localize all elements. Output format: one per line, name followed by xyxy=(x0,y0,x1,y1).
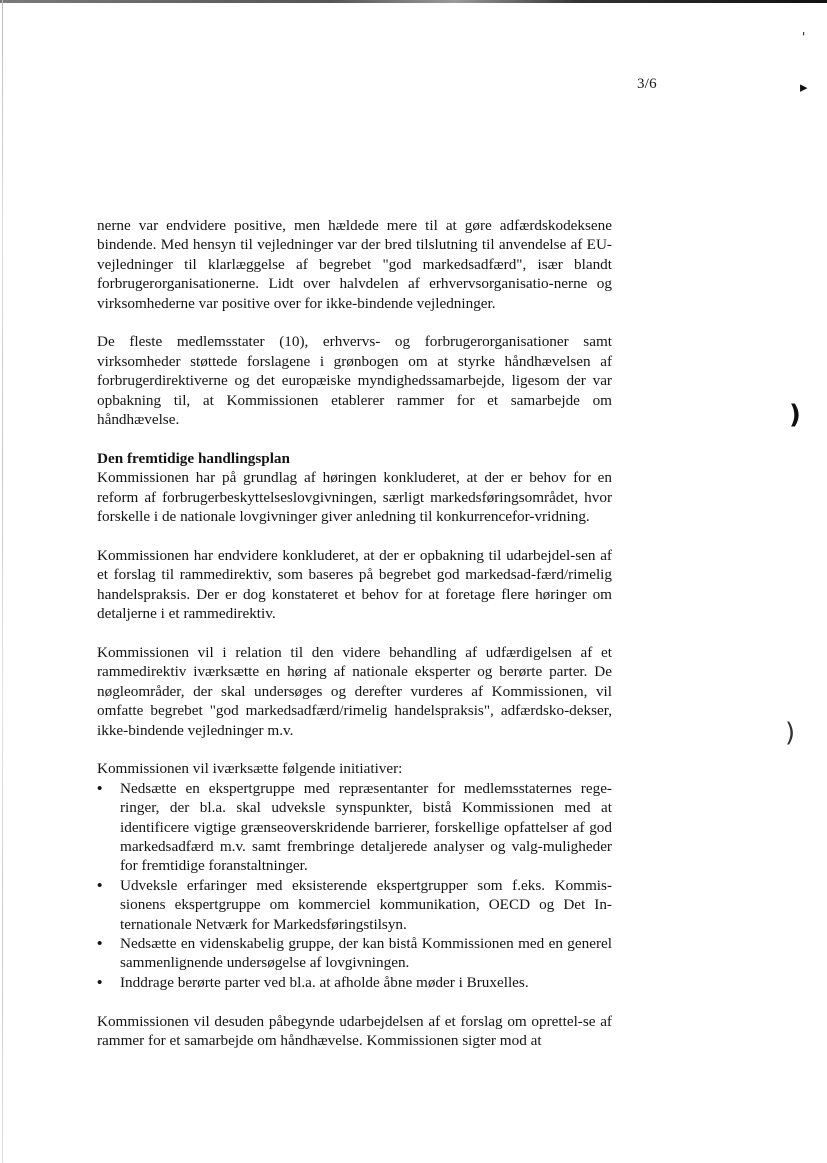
list-item-text: Nedsætte en ekspertgruppe med repræsentanter for medlemsstaternes rege-ringer, der bl.a. skal udveksle synspunkter, bistå Kommissionen med at identificere vigtige grænseoverskridende barrierer, forskellige opfattelser af god markedsadfærd m.v. samt frembringe detaljerede analyser og valg-muligheder for fremtidige foranstaltninger. xyxy=(120,779,612,875)
list-item-text: Nedsætte en videnskabelig gruppe, der kan bistå Kommissionen med en generel sammenlignende undersøgelse af lovgivningen. xyxy=(120,934,612,972)
bullet-icon: • xyxy=(97,973,103,991)
paragraph: nerne var endvidere positive, men hældede mere til at gøre adfærdskodeksene bindende. Med hensyn til vejledninger var der bred tilslutning til anvendelse af EU-vejledninger til klarlæggelse af begrebet "god markedsadfærd", især blandt forbrugerorganisationerne. Lidt over halvdelen af erhvervsorganisatio-nerne og virksomhederne var positive over for ikke-bindende vejledninger. xyxy=(97,217,612,312)
list-item xyxy=(97,779,612,876)
paragraph: Kommissionen har endvidere konkluderet, at der er opbakning til udarbejdel-sen af et forslag til rammedirektiv, som baseres på begrebet god markedsad-færd/rimelig handelspraksis. Der er dog konstateret et behov for at foretage flere høringer om detaljerne i et rammedirektiv. xyxy=(97,546,612,623)
margin-mark-bracket-lower: ) xyxy=(785,718,796,748)
paragraph: Kommissionen vil desuden påbegynde udarbejdelsen af et forslag om oprettel-se af rammer for et samarbejde om håndhævelse. Kommissionen sigter mod at xyxy=(97,1012,612,1049)
bullet-icon: • xyxy=(97,779,103,797)
document-body xyxy=(97,216,612,1050)
paragraph: De fleste medlemsstater (10), erhvervs- og forbrugerorganisationer samt virksomheder støttede forslagene i grønbogen om at styrke håndhævelsen af forbrugerdirektiverne og det europæiske myndighedssamarbejde, ligesom der var opbakning til, at Kommissionen etablerer rammer for et samarbejde om håndhævelse. xyxy=(97,333,612,429)
section-heading: Den fremtidige handlingsplan xyxy=(97,449,290,467)
margin-mark-arrow: ▸ xyxy=(800,78,808,96)
margin-mark-tick: ' xyxy=(802,30,806,44)
list-item xyxy=(97,876,612,934)
paragraph: Kommissionen vil i relation til den videre behandling af udfærdigelsen af et rammedirektiv iværksætte en høring af nationale eksperter og berørte parter. De nøgleområder, der skal undersøges og derefter vurderes af Kommissionen, vil omfatte begrebet "god markedsadfærd/rimelig handelspraksis", adfærdsko-dekser, ikke-bindende vejledninger m.v. xyxy=(97,643,612,739)
bullet-icon: • xyxy=(97,876,103,894)
paragraph: Kommissionen har på grundlag af høringen konkluderet, at der er behov for en reform af forbrugerbeskyttelseslovgivningen, særligt markedsføringsområdet, hvor forskelle i de nationale lovgivninger giver anledning til konkurrencefor-vridning. xyxy=(97,469,612,526)
paragraph: Kommissionen vil iværksætte følgende initiativer: xyxy=(97,760,403,778)
scan-top-border xyxy=(0,0,827,3)
list-item xyxy=(97,973,612,992)
initiatives-list xyxy=(97,779,612,992)
list-item xyxy=(97,934,612,973)
list-item-text: Inddrage berørte parter ved bl.a. at afholde åbne møder i Bruxelles. xyxy=(120,973,529,991)
list-item-text: Udveksle erfaringer med eksisterende ekspertgrupper som f.eks. Kommis-sionens ekspertgruppe om kommerciel kommunikation, OECD og Det In-ternationale Netværk for Markedsføringstilsyn. xyxy=(120,876,612,933)
scan-left-edge xyxy=(2,0,3,1163)
bullet-icon: • xyxy=(97,934,103,952)
page-number: 3/6 xyxy=(637,76,657,92)
margin-mark-bracket-upper: ) xyxy=(789,400,801,430)
